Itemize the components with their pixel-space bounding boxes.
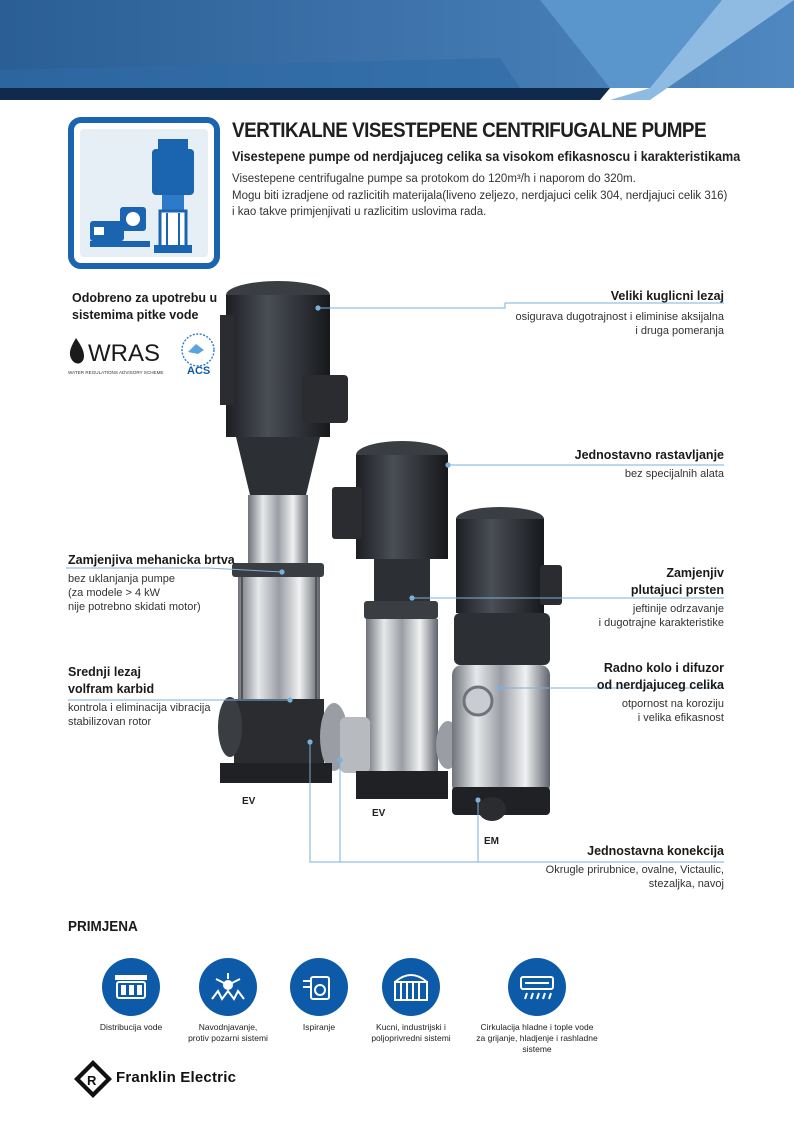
acs-logo-text: ACS: [187, 365, 211, 377]
industrial-systems-icon: [382, 958, 440, 1016]
page-subtitle: Visestepene pumpe od nerdjajuceg celika sa visokom efikasnoscu i karakteristikama: [232, 148, 741, 164]
brand-name: Franklin Electric: [116, 1069, 237, 1086]
feature-desc: i druga pomeranja: [635, 325, 724, 337]
intro-line: i kao takve primjenjivati u razlicitim uslovima rada.: [232, 206, 487, 218]
feature-disassembly: [575, 447, 724, 481]
feature-title: Zamjenjiv: [666, 566, 724, 580]
wras-logo-text: WRAS: [88, 340, 160, 367]
model-label-ev-medium: EV: [372, 808, 386, 819]
feature-desc: i dugotrajne karakteristike: [598, 617, 724, 629]
feature-title: Veliki kuglicni lezaj: [610, 289, 724, 303]
feature-bearing: [515, 288, 724, 338]
intro-text: [232, 171, 792, 221]
washing-icon: [290, 958, 348, 1016]
intro-line: Visestepene centrifugalne pumpe sa protokom do 120m³/h i naporom do 320m.: [232, 173, 636, 185]
feature-title: Radno kolo i difuzor: [603, 661, 724, 675]
application-item: [346, 958, 476, 1044]
wras-subtitle: WATER REGULATIONS ADVISORY SCHEME: [68, 370, 164, 375]
feature-title: Jednostavno rastavljanje: [574, 448, 724, 462]
application-label: Cirkulacija hladne i tople vode: [480, 1022, 594, 1032]
feature-title: Zamjenjiva mehanicka brtva: [68, 553, 235, 567]
intro-line: Mogu biti izradjene od razlicitih materijala(liveno zeljezo, nerdjajuci celik 304, nerdjajuci celik 316): [232, 189, 728, 202]
feature-desc: bez specijalnih alata: [624, 468, 724, 480]
application-label: protiv pozarni sistemi: [188, 1033, 268, 1043]
feature-desc: stezaljka, navoj: [648, 878, 724, 890]
certification-label: [72, 290, 217, 324]
feature-ring: [599, 565, 724, 630]
certification-logos: [66, 332, 226, 382]
vertical-pump-icon: [68, 117, 220, 269]
application-label: Distribucija vode: [99, 1022, 163, 1032]
application-label: za grijanje, hladjenje i rashladne sisteme: [476, 1033, 598, 1054]
feature-title: plutajuci prsten: [630, 583, 724, 597]
feature-desc: bez uklanjanja pumpe: [68, 573, 176, 585]
feature-impeller: [597, 660, 724, 725]
feature-title: volfram karbid: [68, 682, 155, 696]
certification-title: sistemima pitke vode: [72, 308, 199, 322]
feature-title: od nerdjajuceg celika: [596, 678, 724, 692]
feature-desc: (za modele > 4 kW: [68, 587, 161, 599]
feature-desc: kontrola i eliminacija vibracija: [68, 702, 211, 714]
irrigation-icon: [199, 958, 257, 1016]
application-label: Kucni, industrijski i: [376, 1022, 446, 1032]
application-label: Ispiranje: [302, 1022, 336, 1032]
feature-desc: Okrugle prirubnice, ovalne, Victaulic,: [545, 864, 724, 876]
page-title: VERTIKALNE VISESTEPENE CENTRIFUGALNE PUMPE: [232, 119, 707, 142]
svg-text:R: R: [87, 1073, 97, 1088]
application-label: Navodnjavanje,: [198, 1022, 258, 1032]
water-distribution-icon: [102, 958, 160, 1016]
feature-mid-bearing: [68, 664, 210, 729]
certification-title: Odobreno za upotrebu u: [72, 291, 218, 305]
model-label-em: EM: [484, 836, 499, 847]
application-label: poljoprivredni sistemi: [371, 1033, 451, 1043]
feature-desc: nije potrebno skidati motor): [68, 601, 201, 613]
feature-desc: osigurava dugotrajnost i eliminise aksijalna: [515, 311, 724, 323]
feature-desc: otpornost na koroziju: [621, 698, 724, 710]
feature-title: Srednji lezaj: [68, 665, 141, 679]
feature-seal: [68, 552, 235, 614]
hvac-circulation-icon: [508, 958, 566, 1016]
feature-connection: [546, 843, 724, 891]
applications-title: PRIMJENA: [68, 918, 138, 935]
model-label-ev-large: EV: [242, 796, 256, 807]
feature-desc: i velika efikasnost: [637, 712, 724, 724]
feature-desc: stabilizovan rotor: [68, 716, 152, 728]
feature-title: Jednostavna konekcija: [587, 844, 724, 858]
application-item: [462, 958, 612, 1055]
pumps-illustration: [190, 275, 580, 865]
header-banner: [0, 0, 794, 100]
feature-desc: jeftinije odrzavanje: [632, 603, 724, 615]
